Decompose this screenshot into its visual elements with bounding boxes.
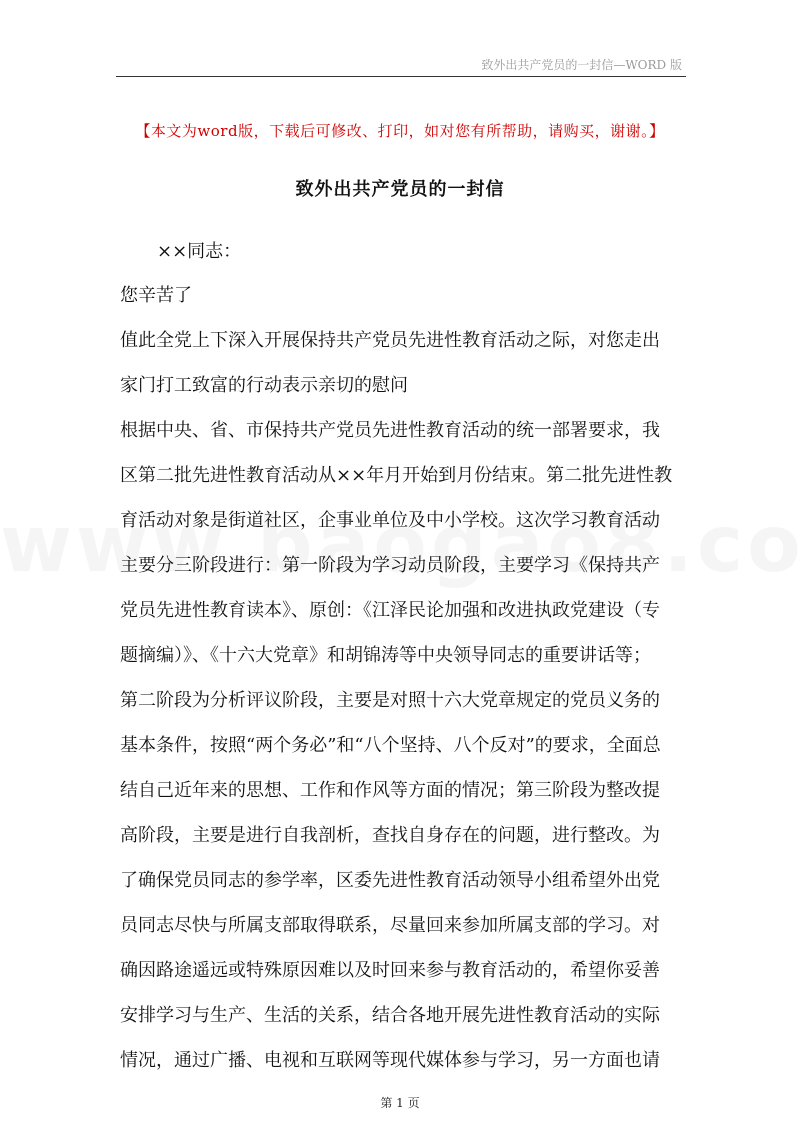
body-line: 主要分三阶段进行：第一阶段为学习动员阶段，主要学习《保持共产 <box>120 555 660 576</box>
body-line: 家门打工致富的行动表示亲切的慰问 <box>120 375 408 396</box>
body-line: 值此全党上下深入开展保持共产党员先进性教育活动之际，对您走出 <box>120 330 660 351</box>
body-line: 确因路途遥远或特殊原因难以及时回来参与教育活动的，希望你妥善 <box>120 960 660 981</box>
body-line: 结自己近年来的思想、工作和作风等方面的情况；第三阶段为整改提 <box>120 780 660 801</box>
body-line: 第二阶段为分析评议阶段，主要是对照十六大党章规定的党员义务的 <box>120 690 660 711</box>
body-line: 员同志尽快与所属支部取得联系，尽量回来参加所属支部的学习。对 <box>120 915 660 936</box>
header-divider <box>116 76 686 77</box>
body-line: 您辛苦了 <box>120 285 192 306</box>
body-line: 根据中央、省、市保持共产党员先进性教育活动的统一部署要求，我 <box>120 420 660 441</box>
body-line: 题摘编）》、《十六大党章》和胡锦涛等中央领导同志的重要讲话等； <box>120 645 651 666</box>
body-line: 高阶段，主要是进行自我剖析，查找自身存在的问题，进行整改。为 <box>120 825 660 846</box>
download-notice: 【本文为word版，下载后可修改、打印，如对您有所帮助，请购买，谢谢。】 <box>135 122 665 140</box>
body-line: 育活动对象是街道社区，企事业单位及中小学校。这次学习教育活动 <box>120 510 660 531</box>
body-line: 党员先进性教育读本》、原创：《江泽民论加强和改进执政党建设（专 <box>120 600 660 621</box>
body-line: 基本条件，按照“两个务必”和“八个坚持、八个反对”的要求，全面总 <box>120 735 661 756</box>
body-line: 安排学习与生产、生活的关系，结合各地开展先进性教育活动的实际 <box>120 1005 660 1026</box>
page-number: 第 1 页 <box>380 1096 420 1110</box>
body-line: 了确保党员同志的参学率，区委先进性教育活动领导小组希望外出党 <box>120 870 660 891</box>
running-header: 致外出共产党员的一封信—WORD 版 <box>481 58 682 72</box>
body-line: 区第二批先进性教育活动从××年月开始到月份结束。第二批先进性教 <box>120 465 673 486</box>
document-title: 致外出共产党员的一封信 <box>295 179 505 200</box>
salutation: ××同志： <box>157 241 242 262</box>
body-line: 情况，通过广播、电视和互联网等现代媒体参与学习，另一方面也请 <box>120 1050 660 1071</box>
